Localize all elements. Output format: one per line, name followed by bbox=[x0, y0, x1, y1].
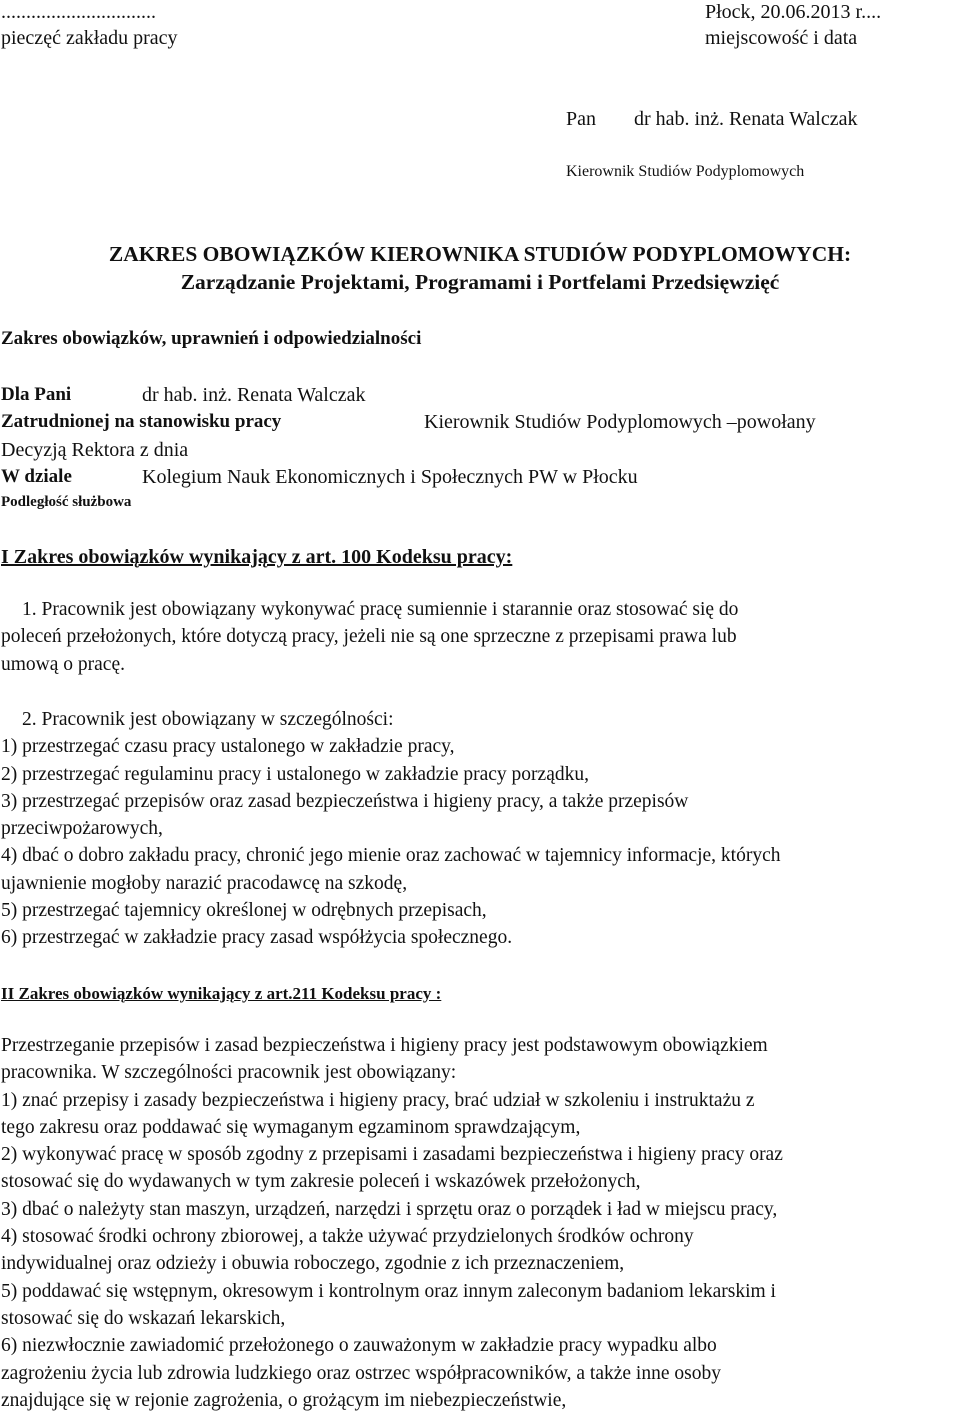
employee-name: dr hab. inż. Renata Walczak bbox=[142, 384, 366, 406]
department: Kolegium Nauk Ekonomicznych i Społecznych PW w Płocku bbox=[142, 466, 638, 488]
section1-paragraph1: 1. Pracownik jest obowiązany wykonywać pracę sumiennie i starannie oraz stosować się do poleceń przełożonych, które dotyczą pracy, jeżeli nie są one sprzeczne z przepisami prawa lub umową o pracę. bbox=[1, 599, 739, 675]
p1-number: 1. bbox=[22, 599, 37, 620]
list-item: 5) poddawać się wstępnym, okresowym i kontrolnym oraz innym zaleconym badaniom lekarskim i bbox=[1, 1280, 776, 1302]
list-item: 1) przestrzegać czasu pracy ustalonego w zakładzie pracy, bbox=[1, 736, 455, 758]
list-item: 5) przestrzegać tajemnicy określonej w odrębnych przepisach, bbox=[1, 900, 487, 922]
dept-label: W dziale bbox=[1, 466, 72, 487]
document-title: ZAKRES OBOWIĄZKÓW KIEROWNIKA STUDIÓW PODYPLOMOWYCH: bbox=[108, 242, 852, 266]
addressee-name: dr hab. inż. Renata Walczak bbox=[634, 108, 858, 130]
section1-paragraph2: 2. Pracownik jest obowiązany w szczególności: 1) przestrzegać czasu pracy ustalonego w zakładzie pracy, 2) przestrzegać regulaminu pracy i ustalonego w zakładzie pracy porządku, 3) przestrzegać przepisów oraz zasad bezpieczeństwa i higieny pracy, a także przepisów przeciwpożarowych, 4) dbać o dobro zakładu pracy, chronić jego mienie oraz zachować w tajemnicy informacje, których ujawnienie mogłoby narazić pracodawcę na szkodę, 5) przestrzegać tajemnicy określonej w odrębnych przepisach, 6) przestrzegać w zakładzie pracy zasad współżycia społecznego. bbox=[1, 706, 780, 952]
list-item: 2) przestrzegać regulaminu pracy i ustalonego w zakładzie pracy porządku, bbox=[1, 763, 589, 785]
document-title-line2: Zarządzanie Projektami, Programami i Portfelami Przedsięwzięć bbox=[180, 270, 780, 294]
addressee-salutation: Pan bbox=[566, 108, 596, 130]
employee-position: Kierownik Studiów Podyplomowych –powołany bbox=[424, 411, 816, 433]
list-item: 4) dbać o dobro zakładu pracy, chronić jego mienie oraz zachować w tajemnicy informacje, których bbox=[1, 845, 781, 867]
stamp-caption: pieczęć zakładu pracy bbox=[1, 27, 178, 49]
list-item: 2) wykonywać pracę w sposób zgodny z przepisami i zasadami bezpieczeństwa i higieny pracy oraz bbox=[1, 1144, 783, 1166]
section1-heading: I Zakres obowiązków wynikający z art. 100 Kodeksu pracy: bbox=[1, 546, 513, 568]
document-subtitle: Zakres obowiązków, uprawnień i odpowiedzialności bbox=[1, 328, 422, 349]
p2-number: 2. bbox=[22, 709, 37, 730]
list-item: 6) niezwłocznie zawiadomić przełożonego o zauważonym w zakładzie pracy wypadku albo bbox=[1, 1335, 717, 1357]
list-item: 1) znać przepisy i zasady bezpieczeństwa i higieny pracy, brać udział w szkoleniu i instruktażu z bbox=[1, 1089, 755, 1111]
list-item: 3) przestrzegać przepisów oraz zasad bezpieczeństwa i higieny pracy, a także przepisów bbox=[1, 790, 689, 812]
section2-heading: II Zakres obowiązków wynikający z art.211 Kodeksu pracy : bbox=[1, 984, 442, 1003]
stamp-dots: ............................... bbox=[1, 1, 156, 23]
decision-line: Decyzją Rektora z dnia bbox=[1, 439, 189, 461]
place-date: Płock, 20.06.2013 r.... bbox=[705, 1, 882, 23]
employed-label: Zatrudnionej na stanowisku pracy bbox=[1, 411, 282, 432]
list-item: 3) dbać o należyty stan maszyn, urządzeń, narzędzi i sprzętu oraz o porządek i ład w miejscu pracy, bbox=[1, 1198, 778, 1220]
for-label: Dla Pani bbox=[1, 384, 72, 405]
addressee-position: Kierownik Studiów Podyplomowych bbox=[566, 163, 805, 180]
subordination-label: Podległość służbowa bbox=[1, 494, 132, 510]
list-item: 6) przestrzegać w zakładzie pracy zasad współżycia społecznego. bbox=[1, 927, 513, 949]
section2-body: Przestrzeganie przepisów i zasad bezpieczeństwa i higieny pracy jest podstawowym obowiązkiem pracownika. W szczególności pracownik jest obowiązany: 1) znać przepisy i zasady bezpieczeństwa i higieny pracy, brać udział w szkoleniu i instruktażu z tego zakresu oraz poddawać się wymaganym egzaminom sprawdzającym, 2) wykonywać pracę w sposób zgodny z przepisami i zasadami bezpieczeństwa i higieny pracy oraz stosować się do wydawanych w tym zakresie poleceń i wskazówek przełożonych, 3) dbać o należyty stan maszyn, urządzeń, narzędzi i sprzętu oraz o porządek i ład w miejscu pracy, 4) stosować środki ochrony zbiorowej, a także używać przydzielonych środków ochrony indywidualnej oraz odzieży i obuwia roboczego, zgodnie z ich przeznaczeniem, 5) poddawać się wstępnym, okresowym i kontrolnym oraz innym zaleconym badaniom lekarskim i stosować się do wskazań lekarskich, 6) niezwłocznie zawiadomić przełożonego o zauważonym w zakładzie pracy wypadku albo zagrożeniu życia lub zdrowia ludzkiego oraz ostrzec współpracowników, a także inne osoby znajdujące się w rejonie zagrożenia, o grożącym im niebezpieczeństwie, bbox=[1, 1035, 783, 1411]
list-item: 4) stosować środki ochrony zbiorowej, a także używać przydzielonych środków ochrony bbox=[1, 1226, 694, 1248]
place-date-caption: miejscowość i data bbox=[705, 27, 858, 49]
